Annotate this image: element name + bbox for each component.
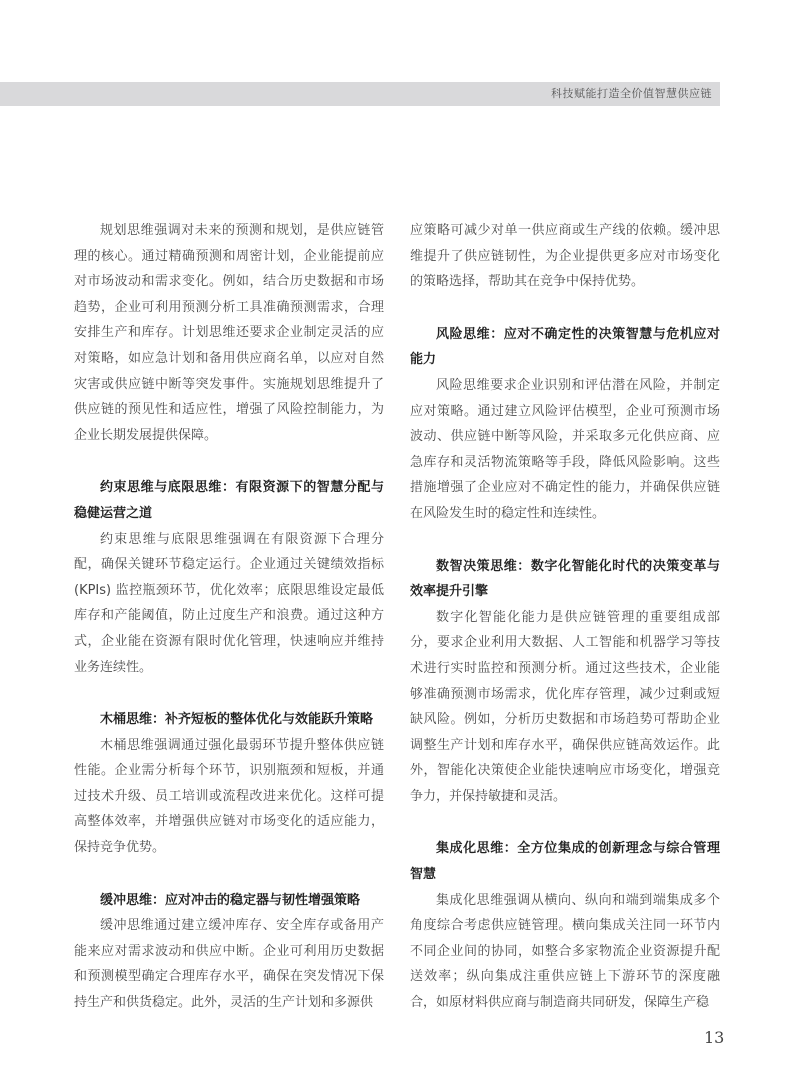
paragraph-buffer-thinking: 缓冲思维通过建立缓冲库存、安全库存或备用产能来应对需求波动和供应中断。企业可利用历史数据和预测模型确定合理库存水平，确保在突发情况下保持生产和供货稳定。此外，灵活的生产计划和多源供 <box>74 918 384 1011</box>
page-number: 13 <box>704 1028 725 1047</box>
heading-barrel-thinking: 木桶思维：补齐短板的整体优化与效能跃升策略 <box>100 712 374 728</box>
paragraph-planning-thinking: 规划思维强调对未来的预测和规划，是供应链管理的核心。通过精确预测和周密计划，企业能提前应对市场波动和需求变化。例如，结合历史数据和市场趋势，企业可利用预测分析工具准确预测需求，合理安排生产和库存。计划思维还要求企业制定灵活的应对策略，如应急计划和备用供应商名单，以应对自然灾害或供应链中断等突发事件。实施规划思维提升了供应链的预见性和适应性，增强了风险控制能力，为企业长期发展提供保障。 <box>74 223 384 443</box>
heading-buffer-thinking: 缓冲思维：应对冲击的稳定器与韧性增强策略 <box>100 892 361 908</box>
running-header-title: 科技赋能打造全价值智慧供应链 <box>551 87 712 100</box>
paragraph-buffer-thinking-continued: 应策略可减少对单一供应商或生产线的依赖。缓冲思维提升了供应链韧性，为企业提供更多应对市场变化的策略选择，帮助其在竞争中保持优势。 <box>410 223 720 290</box>
header-bar <box>0 82 720 106</box>
heading-integration-thinking: 集成化思维：全方位集成的创新理念与综合管理智慧 <box>410 841 720 883</box>
heading-digital-decision-thinking: 数智决策思维：数字化智能化时代的决策变革与效率提升引擎 <box>410 558 720 600</box>
paragraph-constraint-thinking: 约束思维与底限思维强调在有限资源下合理分配，确保关键环节稳定运行。企业通过关键绩效指标(KPIs) 监控瓶颈环节，优化效率；底限思维设定最低库存和产能阈值，防止过度生产和浪费。通过这种方式，企业能在资源有限时优化管理，快速响应并维持业务连续性。 <box>74 531 384 675</box>
paragraph-risk-thinking: 风险思维要求企业识别和评估潜在风险，并制定应对策略。通过建立风险评估模型，企业可预测市场波动、供应链中断等风险，并采取多元化供应商、应急库存和灵活物流策略等手段，降低风险影响。这些措施增强了企业应对不确定性的能力，并确保供应链在风险发生时的稳定性和连续性。 <box>410 377 720 521</box>
right-column <box>410 218 720 1016</box>
heading-risk-thinking: 风险思维：应对不确定性的决策智慧与危机应对能力 <box>410 326 720 368</box>
heading-constraint-thinking: 约束思维与底限思维：有限资源下的智慧分配与稳健运营之道 <box>74 480 384 521</box>
paragraph-barrel-thinking: 木桶思维强调通过强化最弱环节提升整体供应链性能。企业需分析每个环节，识别瓶颈和短板，并通过技术升级、员工培训或流程改进来优化。这样可提高整体效率，并增强供应链对市场变化的适应能力，保持竞争优势。 <box>74 737 384 856</box>
left-column <box>74 218 384 1016</box>
paragraph-digital-decision-thinking: 数字化智能化能力是供应链管理的重要组成部分，要求企业利用大数据、人工智能和机器学习等技术进行实时监控和预测分析。通过这些技术，企业能够准确预测市场需求，优化库存管理，减少过剩或短缺风险。例如，分析历史数据和市场趋势可帮助企业调整生产计划和库存水平，确保供应链高效运作。此外，智能化决策使企业能快速响应市场变化，增强竞争力，并保持敏捷和灵活。 <box>410 609 720 804</box>
paragraph-integration-thinking: 集成化思维强调从横向、纵向和端到端集成多个角度综合考虑供应链管理。横向集成关注同一环节内不同企业间的协同，如整合多家物流企业资源提升配送效率；纵向集成注重供应链上下游环节的深度融合，如原材料供应商与制造商共同研发，保障生产稳 <box>410 892 720 1011</box>
